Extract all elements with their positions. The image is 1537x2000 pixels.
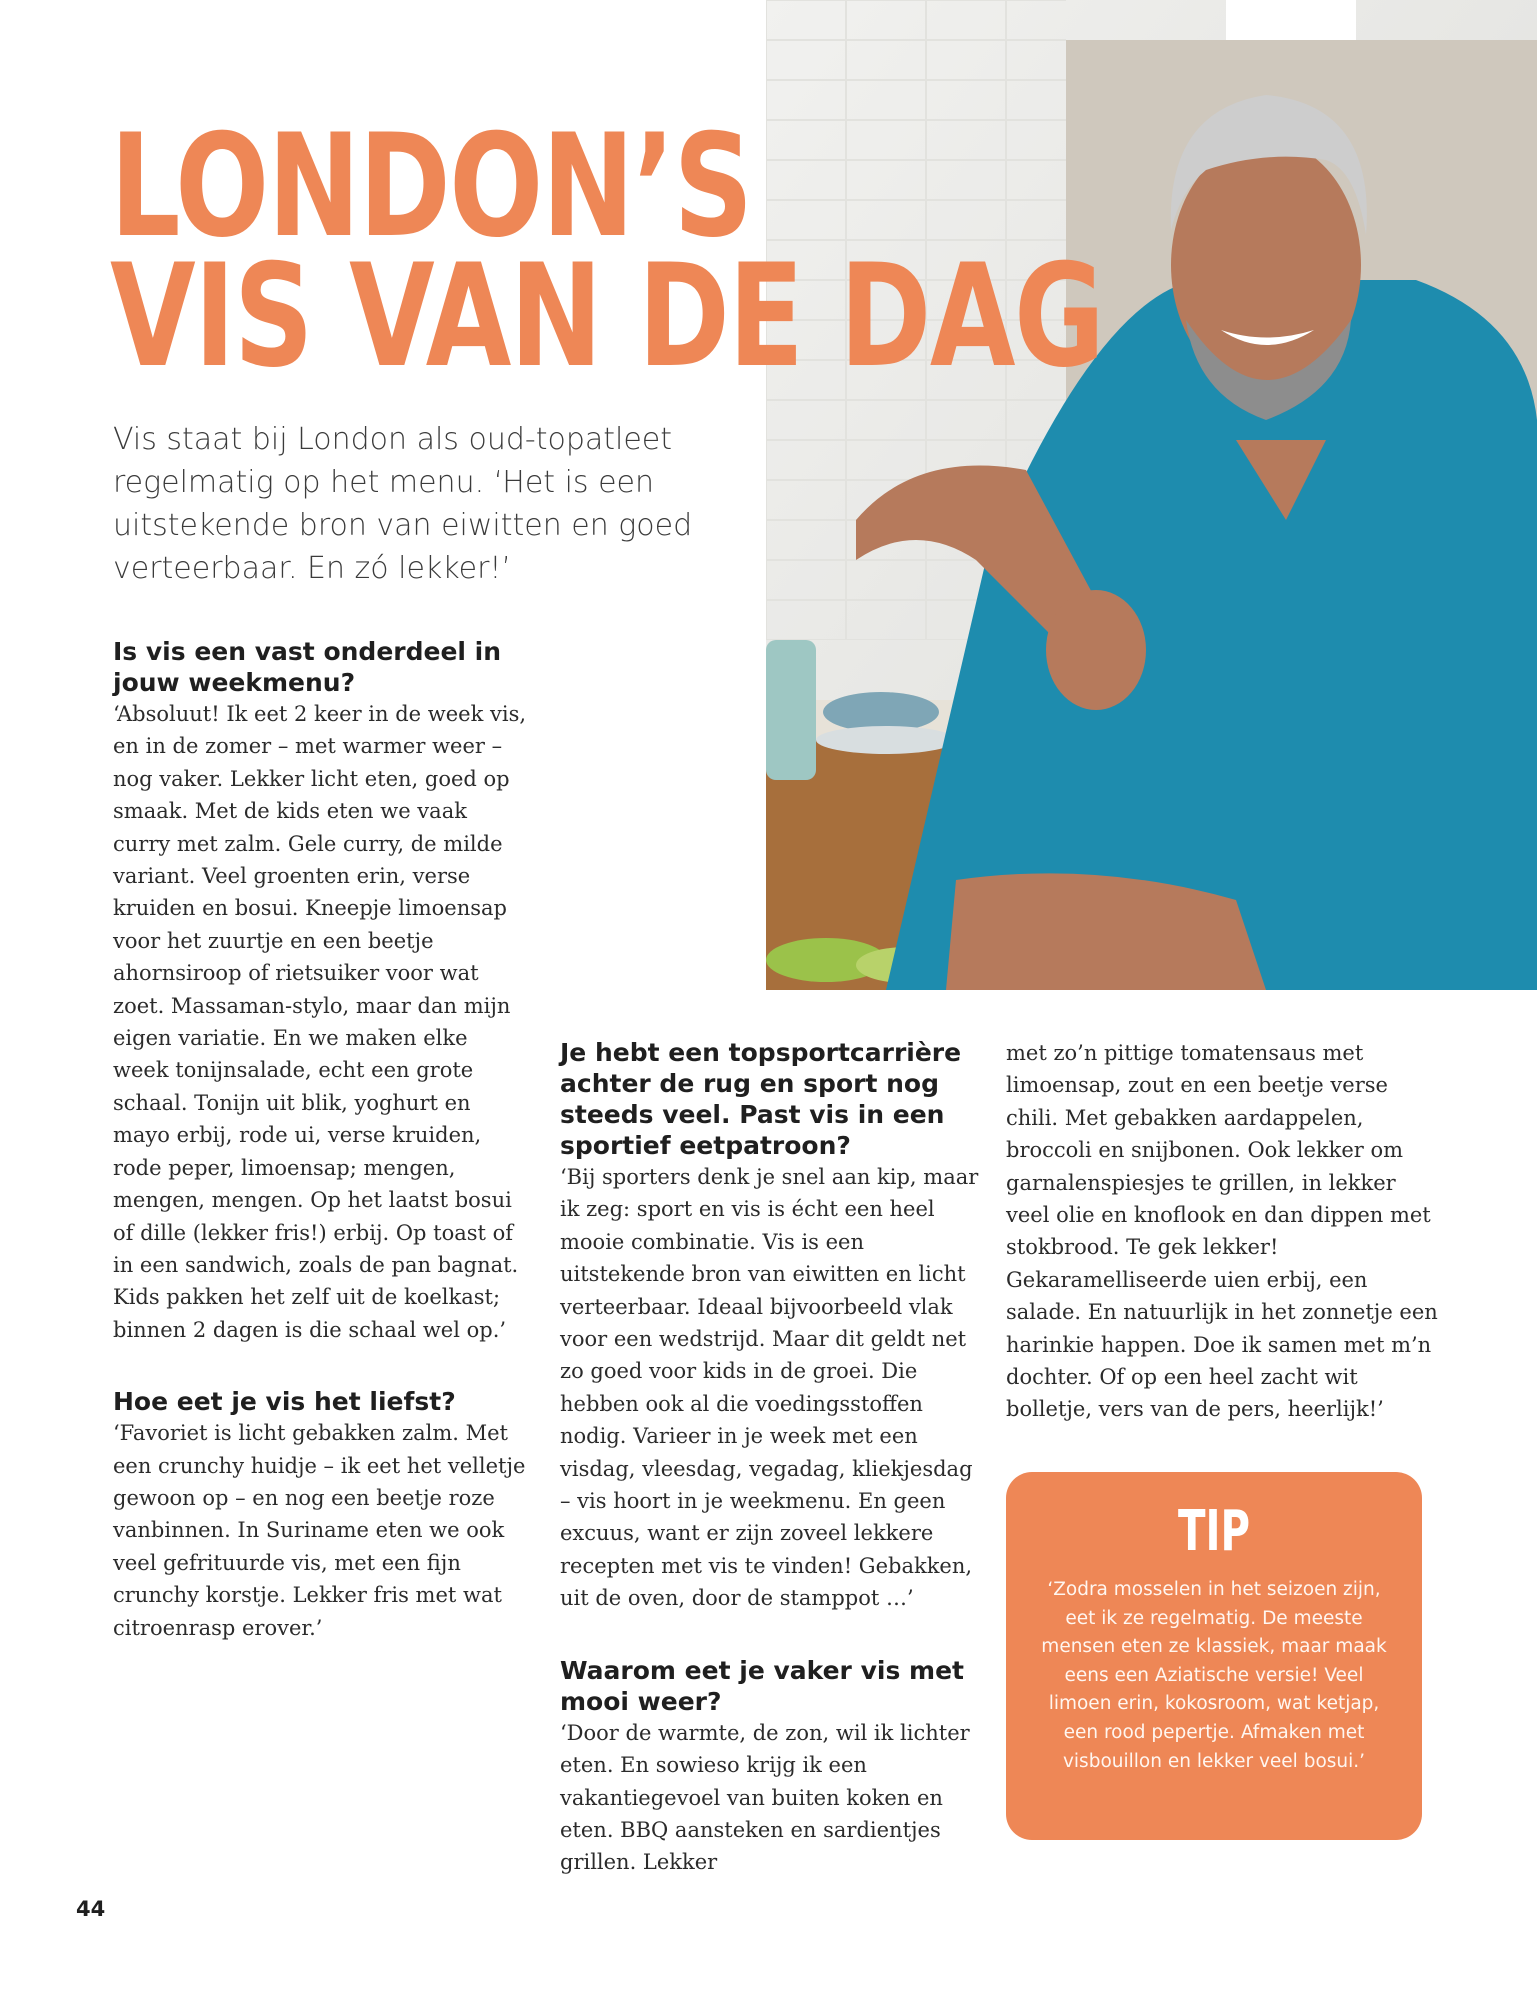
tip-box xyxy=(1006,1472,1422,1840)
answer-text: ‘Favoriet is licht gebakken zalm. Met een crunchy huidje – ik eet het velletje gewoon op – en nog een beetje roze vanbinnen. In Suriname eten we ook veel gefrituurde vis, met een fijn crunchy korstje. Lekker fris met wat citroenrasp erover.’ xyxy=(113,1421,526,1640)
tip-title: TIP xyxy=(1177,1499,1251,1564)
headline xyxy=(110,104,1104,399)
question-heading: Hoe eet je vis het liefst? xyxy=(113,1387,456,1417)
question-heading: Waarom eet je vaker vis met mooi weer? xyxy=(560,1655,964,1716)
answer-text: ‘Absoluut! Ik eet 2 keer in de week vis, en in de zomer – met warmer weer – nog vaker. Lekker licht eten, goed op smaak. Met de kids eten we vaak curry met zalm. Gele curry, de milde variant. Veel groenten erin, verse kruiden en bosui. Kneepje limoensap voor het zuurtje en een beetje ahornsiroop of rietsuiker voor wat zoet. Massaman-stylo, maar dan mijn eigen variatie. En we maken elke week tonijnsalade, echt een grote schaal. Tonijn uit blik, yoghurt en mayo erbij, rode ui, verse kruiden, rode peper, limoensap; mengen, mengen, mengen. Op het laatst bosui of dille (lekker fris!) erbij. Op toast of in een sandwich, zoals de pan bagnat. Kids pakken het zelf uit de koelkast; binnen 2 dagen is die schaal wel op.’ xyxy=(113,702,527,1342)
column-3 xyxy=(1006,1037,1438,1426)
question-heading: Is vis een vast onderdeel in jouw weekmenu? xyxy=(113,637,502,697)
page-number: 44 xyxy=(76,1897,106,1921)
column-1 xyxy=(113,636,528,1644)
tip-text: ‘Zodra mosselen in het seizoen zijn, eet ik ze regelmatig. De meeste mensen eten ze klassiek, maar maak eens een Aziatische versie! Veel limoen erin, kokosroom, wat ketjap, een rood pepertje. Afmaken met visbouillon en lekker veel bosui.’ xyxy=(1041,1579,1387,1772)
headline-line-1: LONDON’S xyxy=(110,104,752,269)
column-2 xyxy=(560,1037,980,1879)
answer-text: ‘Door de warmte, de zon, wil ik lichter eten. En sowieso krijg ik een vakantiegevoel van buiten koken en eten. BBQ aansteken en sardientjes grillen. Lekker xyxy=(560,1720,970,1875)
answer-text-continued: met zo’n pittige tomatensaus met limoensap, zout en een beetje verse chili. Met gebakken aardappelen, broccoli en snijbonen. Ook lekker om garnalenspiesjes te grillen, in lekker veel olie en knoflook en dan dippen met stokbrood. Te gek lekker! Gekaramelliseerde uien erbij, een salade. En natuurlijk in het zonnetje een harinkie happen. Doe ik samen met m’n dochter. Of op een heel zacht wit bolletje, vers van de pers, heerlijk!’ xyxy=(1006,1041,1438,1422)
question-heading: Je hebt een topsportcarrière achter de rug en sport nog steeds veel. Past vis in een sportief eetpatroon? xyxy=(560,1038,962,1160)
intro-text: Vis staat bij London als oud-topatleet regelmatig op het menu. ‘Het is een uitstekende bron van eiwitten en goed verteerbaar. En zó lekker!’ xyxy=(113,422,693,586)
answer-text: ‘Bij sporters denk je snel aan kip, maar ik zeg: sport en vis is écht een heel mooie combinatie. Vis is een uitstekende bron van eiwitten en licht verteerbaar. Ideaal bijvoorbeeld vlak voor een wedstrijd. Maar dit geldt net zo goed voor kids in de groei. Die hebben ook al die voedingsstoffen nodig. Varieer in je week met een visdag, vleesdag, vegadag, kliekjesdag – vis hoort in je weekmenu. En geen excuus, want er zijn zoveel lekkere recepten met vis te vinden! Gebakken, uit de oven, door de stamppot …’ xyxy=(560,1165,979,1611)
headline-line-2: VIS VAN DE DAG xyxy=(110,234,1104,399)
